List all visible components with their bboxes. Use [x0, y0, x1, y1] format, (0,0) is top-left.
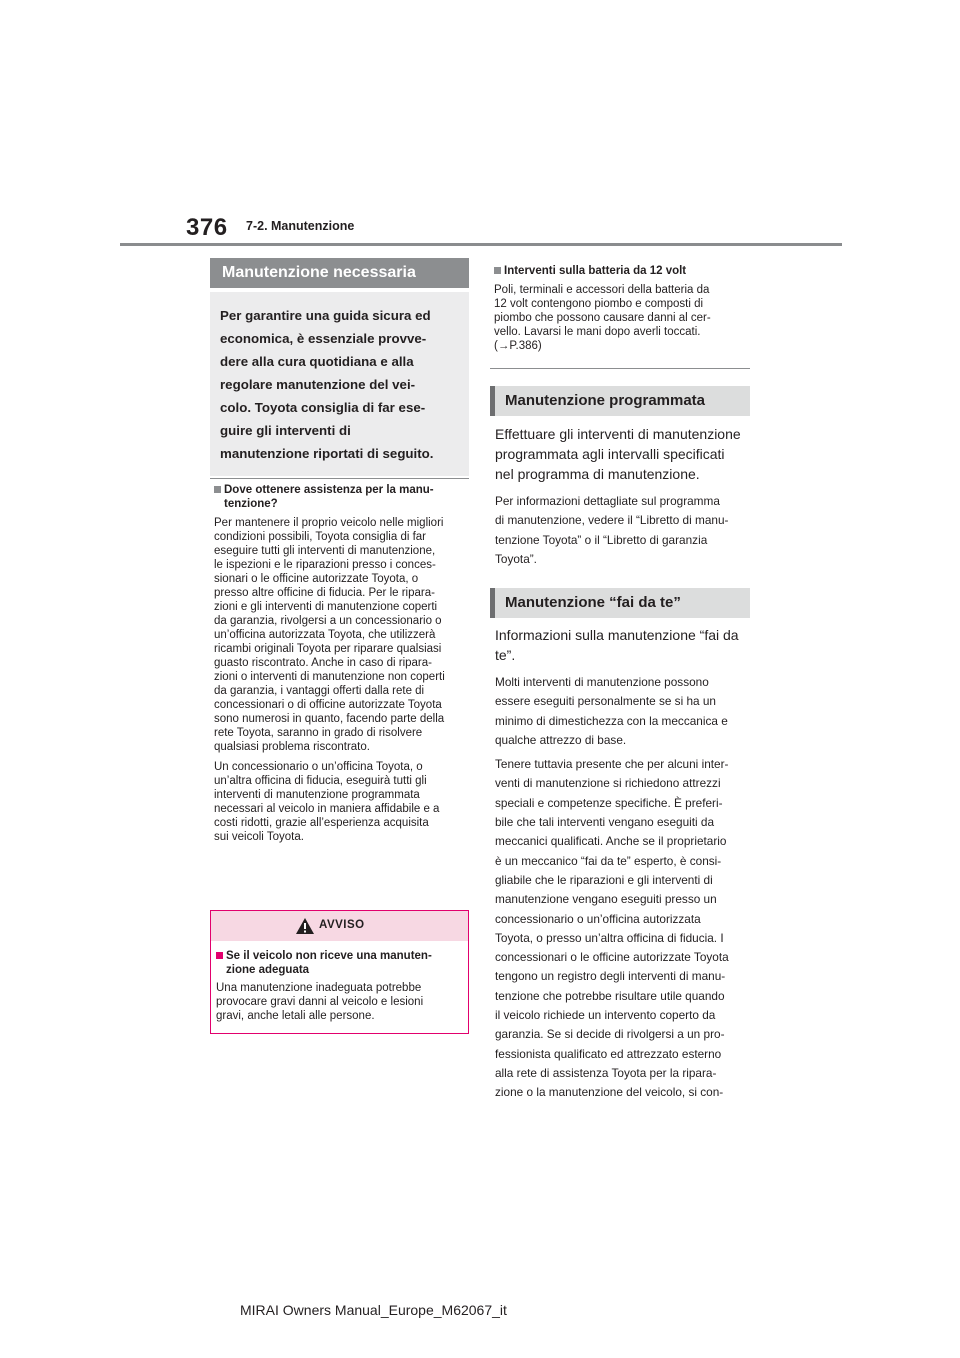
warning-box: [210, 910, 469, 1034]
service-question-section: [214, 483, 468, 844]
intro-text: [220, 304, 459, 465]
heading-manutenzione-fai-da-te: Manutenzione “fai da te”: [490, 588, 750, 618]
battery-note: [490, 258, 750, 369]
programmed-section: [495, 424, 751, 569]
service-question-heading: Dove ottenere assistenza per la manu- tenzione?: [214, 483, 468, 511]
diy-text-1: Molti interventi di manutenzione possono essere eseguiti personalmente se si ha un minimo di dimestichezza con la meccanica e qualche attrezzo di base.: [495, 675, 728, 747]
battery-heading: Interventi sulla batteria da 12 volt: [490, 258, 750, 278]
diy-text-2: Tenere tuttavia presente che per alcuni inter- venti di manutenzione si richiedono attrezzi speciali e competenze specifiche. È preferi- bile che tali interventi vengano eseguiti da meccanici qualificati. Anche se il proprietario è un meccanico “fai da te” esperto, è consi- gliabile che le riparazioni e gli interventi di manutenzione vengano eseguiti presso un concessionario o un’officina autorizzata Toyota, o presso un’altra officina di fiducia. I concessionari o le officine autorizzate Toyota tengono un registro degli interventi di manu- tenzione che potrebbe risultare utile quando il veicolo richiede un intervento coperto da garanzia. Se si decide di rivolgersi a un pro- fessionista qualificato ed attrezzato esterno alla rete di assistenza Toyota per la ripara- zione o la manutenzione del veicolo, si con-: [495, 757, 729, 1100]
intro-line: dere alla cura quotidiana e alla: [220, 354, 414, 369]
intro-box: [210, 292, 469, 476]
warning-body: [211, 941, 468, 1023]
intro-line: economica, è essenziale provve-: [220, 331, 427, 346]
intro-line: Per garantire una guida sicura ed: [220, 308, 431, 323]
service-paragraph-1: Per mantenere il proprio veicolo nelle migliori condizioni possibili, Toyota consiglia di far eseguire tutti gli interventi di manutenzione, le ispezioni e le riparazioni presso i conces- sionari o le officine autorizzate Toyota, o presso altre officine di fiducia. Per le ripara- zioni e gli interventi di manutenzione coperti da garanzia, rivolgersi a un concessionario o un’officina autorizzata Toyota, che utilizzerà ricambi originali Toyota per riparare qualsiasi guasto riscontrato. Anche in caso di ripara- zioni o interventi di manutenzione non coperti da garanzia, i vantaggi offerti dalla rete di concessionari o di officine autorizzate Toyota sono numerosi in quanto, facendo parte della rete Toyota, saranno in grado di risolvere qualsiasi problema riscontrato.: [214, 517, 445, 753]
page-number: 376: [186, 214, 228, 241]
square-bullet-icon: [216, 952, 223, 959]
intro-line: manutenzione riportati di seguito.: [220, 446, 434, 461]
section-title-manutenzione-necessaria: Manutenzione necessaria: [210, 258, 469, 288]
square-bullet-icon: [214, 486, 221, 493]
intro-line: colo. Toyota consiglia di far ese-: [220, 400, 426, 415]
warning-triangle-icon: [295, 917, 315, 935]
intro-line: guire gli interventi di: [220, 423, 351, 438]
header-rule: [120, 243, 842, 246]
section-label: 7-2. Manutenzione: [246, 219, 355, 233]
diy-section: [495, 625, 751, 1103]
service-paragraph-2: Un concessionario o un’officina Toyota, o un’altra officina di fiducia, eseguirà tutti gli interventi di manutenzione programmata necessari al veicolo in maniera affidabile e a costi ridotti, grazie all’esperienza acquisita sui veicoli Toyota.: [214, 761, 440, 843]
warning-title: AVVISO: [319, 919, 365, 931]
battery-text: Poli, terminali e accessori della batteria da 12 volt contengono piombo e composti di piombo che possono causare danni al cer- vello. Lavarsi le mani dopo averli toccati. (→P.386): [494, 284, 711, 352]
programmed-lead: Effettuare gli interventi di manutenzione programmata agli intervalli specificati nel programma di manutenzione.: [495, 426, 741, 482]
heading-manutenzione-programmata: Manutenzione programmata: [490, 386, 750, 416]
diy-lead: Informazioni sulla manutenzione “fai da te”.: [495, 627, 739, 663]
footer-manual-id: MIRAI Owners Manual_Europe_M62067_it: [240, 1302, 507, 1318]
intro-line: regolare manutenzione del vei-: [220, 377, 416, 392]
square-bullet-icon: [494, 267, 501, 274]
intro-divider: [210, 478, 469, 479]
programmed-text: Per informazioni dettagliate sul programma di manutenzione, vedere il “Libretto di manu- tenzione Toyota” o il “Libretto di garanzia Toyota”.: [495, 494, 729, 566]
warning-text: Una manutenzione inadeguata potrebbe provocare gravi danni al veicolo e lesioni gravi, anche letali alle persone.: [216, 982, 424, 1022]
warning-header: [211, 911, 468, 941]
warning-heading: Se il veicolo non riceve una manuten- zione adeguata: [216, 949, 463, 977]
